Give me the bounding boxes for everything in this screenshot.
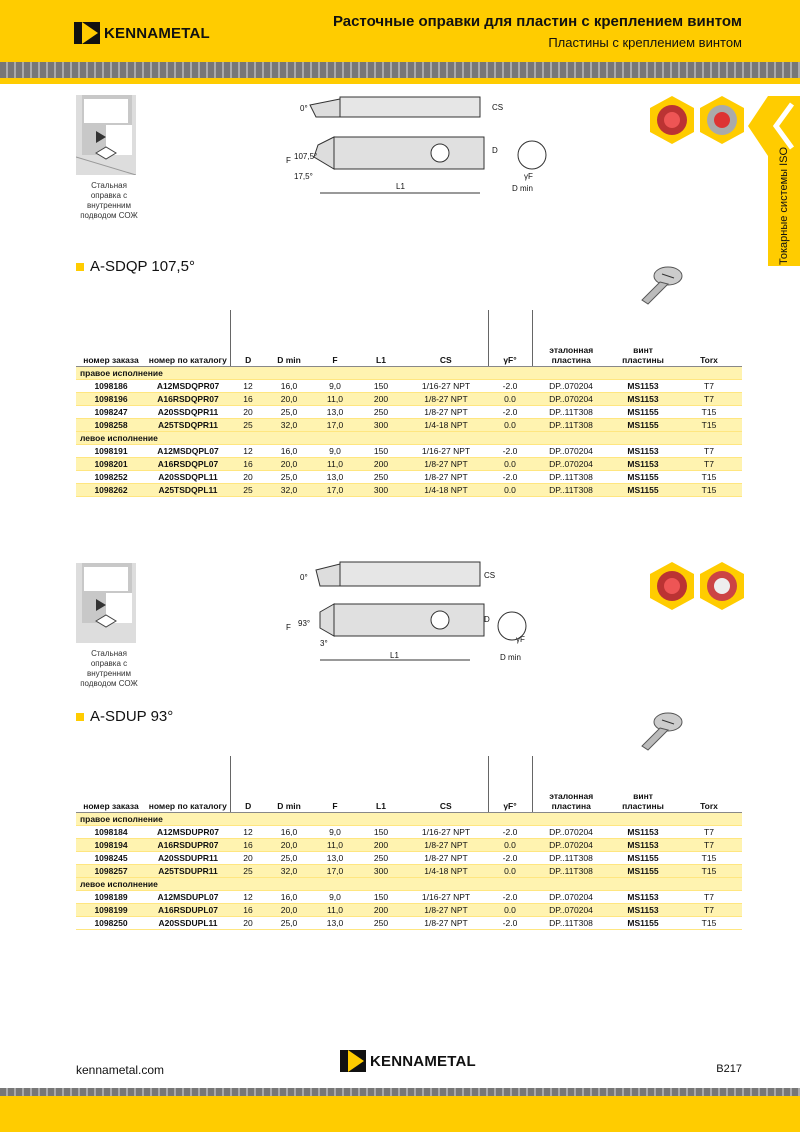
table-cell: 300 bbox=[358, 483, 404, 496]
drawing2-gf: γF bbox=[516, 635, 525, 644]
table-cell: 1/16-27 NPT bbox=[404, 825, 488, 838]
table-cell: 1098184 bbox=[76, 825, 146, 838]
table-cell: -2.0 bbox=[488, 916, 532, 929]
table-cell: 11,0 bbox=[312, 392, 358, 405]
table-cell: T15 bbox=[676, 851, 742, 864]
table-cell: T7 bbox=[676, 838, 742, 851]
table-cell: MS1155 bbox=[610, 405, 676, 418]
table-cell: 25 bbox=[230, 418, 266, 431]
table-cell: 17,0 bbox=[312, 864, 358, 877]
table-cell: A25TSDQPL11 bbox=[146, 483, 230, 496]
table-cell: MS1153 bbox=[610, 825, 676, 838]
section2-title: A-SDUP 93° bbox=[76, 708, 173, 725]
table-cell: 25 bbox=[230, 483, 266, 496]
table-cell: DP..11T308 bbox=[532, 405, 610, 418]
table-cell: 20,0 bbox=[266, 903, 312, 916]
table-cell: 0.0 bbox=[488, 864, 532, 877]
table-cell: 1098186 bbox=[76, 379, 146, 392]
table-row bbox=[76, 418, 742, 431]
header-stripe-yellow bbox=[0, 78, 800, 84]
column-header: D min bbox=[266, 756, 312, 812]
kennametal-logo-icon bbox=[74, 22, 100, 44]
table-cell: T15 bbox=[676, 483, 742, 496]
table-cell: MS1155 bbox=[610, 851, 676, 864]
table-cell: 16 bbox=[230, 838, 266, 851]
table-cell: 250 bbox=[358, 851, 404, 864]
application-icons-2 bbox=[650, 562, 746, 610]
table-cell: -2.0 bbox=[488, 825, 532, 838]
table-cell: DP..070204 bbox=[532, 444, 610, 457]
table-cell: 1098189 bbox=[76, 890, 146, 903]
table-cell: T7 bbox=[676, 379, 742, 392]
table-cell: DP..070204 bbox=[532, 379, 610, 392]
column-header: F bbox=[312, 756, 358, 812]
table-cell: 1/8-27 NPT bbox=[404, 405, 488, 418]
table-cell: A25TSDQPR11 bbox=[146, 418, 230, 431]
table-cell: DP..070204 bbox=[532, 825, 610, 838]
section1-caption: Стальная оправка с внутренним подводом СОЖ bbox=[80, 181, 138, 220]
table-cell: MS1153 bbox=[610, 890, 676, 903]
table-cell: 150 bbox=[358, 444, 404, 457]
section1-table bbox=[76, 310, 742, 497]
table-cell: MS1155 bbox=[610, 483, 676, 496]
table-cell: 1/16-27 NPT bbox=[404, 890, 488, 903]
table-cell: 0.0 bbox=[488, 392, 532, 405]
column-header: L1 bbox=[358, 310, 404, 366]
table-cell: 1098262 bbox=[76, 483, 146, 496]
table-cell: T7 bbox=[676, 903, 742, 916]
column-header: номер по каталогу bbox=[146, 756, 230, 812]
table-cell: A12MSDUPR07 bbox=[146, 825, 230, 838]
table-cell: 1098247 bbox=[76, 405, 146, 418]
column-header: L1 bbox=[358, 756, 404, 812]
column-header: F bbox=[312, 310, 358, 366]
table-cell: 20 bbox=[230, 470, 266, 483]
table-row bbox=[76, 483, 742, 496]
table-cell: T7 bbox=[676, 444, 742, 457]
brand-name: KENNAMETAL bbox=[104, 24, 210, 42]
table-cell: 300 bbox=[358, 864, 404, 877]
table-cell: 1098258 bbox=[76, 418, 146, 431]
column-header: D min bbox=[266, 310, 312, 366]
table-cell: A16RSDQPR07 bbox=[146, 392, 230, 405]
table-cell: MS1155 bbox=[610, 418, 676, 431]
table-cell: T7 bbox=[676, 825, 742, 838]
section1-title: A-SDQP 107,5° bbox=[76, 258, 195, 275]
table-cell: 300 bbox=[358, 418, 404, 431]
table-cell: 20 bbox=[230, 405, 266, 418]
table-cell: 13,0 bbox=[312, 470, 358, 483]
table-cell: MS1153 bbox=[610, 444, 676, 457]
drawing2-l1: L1 bbox=[390, 651, 399, 660]
table-cell: 16,0 bbox=[266, 825, 312, 838]
table-cell: T7 bbox=[676, 392, 742, 405]
footer-brand: KENNAMETAL bbox=[370, 1052, 476, 1070]
table-cell: 25,0 bbox=[266, 851, 312, 864]
table-cell: MS1155 bbox=[610, 470, 676, 483]
table-cell: DP..11T308 bbox=[532, 864, 610, 877]
table-cell: 1098196 bbox=[76, 392, 146, 405]
table-cell: 150 bbox=[358, 379, 404, 392]
column-header: CS bbox=[404, 756, 488, 812]
drawing1-angle0: 0° bbox=[300, 104, 308, 113]
column-header: винт пластины bbox=[610, 756, 676, 812]
table-cell: A16RSDUPR07 bbox=[146, 838, 230, 851]
table-cell: 1/8-27 NPT bbox=[404, 457, 488, 470]
table-cell: 25,0 bbox=[266, 470, 312, 483]
table-cell: 13,0 bbox=[312, 405, 358, 418]
drawing1-d: D bbox=[492, 146, 498, 155]
table-cell: 11,0 bbox=[312, 457, 358, 470]
column-header: эталонная пластина bbox=[532, 756, 610, 812]
tool-drawing-2 bbox=[280, 560, 550, 670]
table-cell: 1098252 bbox=[76, 470, 146, 483]
table-row bbox=[76, 470, 742, 483]
drawing2-d: D bbox=[484, 615, 490, 624]
table-cell: 13,0 bbox=[312, 851, 358, 864]
table-cell: 16,0 bbox=[266, 379, 312, 392]
footer-band bbox=[0, 1096, 800, 1132]
table-cell: A12MSDQPL07 bbox=[146, 444, 230, 457]
table-cell: MS1153 bbox=[610, 392, 676, 405]
drawing1-l1: L1 bbox=[396, 182, 405, 191]
table-cell: 1098257 bbox=[76, 864, 146, 877]
table-cell: 9,0 bbox=[312, 825, 358, 838]
table-row bbox=[76, 379, 742, 392]
column-header: номер заказа bbox=[76, 756, 146, 812]
table-cell: -2.0 bbox=[488, 379, 532, 392]
table-cell: 0.0 bbox=[488, 457, 532, 470]
table-cell: 12 bbox=[230, 444, 266, 457]
table-cell: DP..070204 bbox=[532, 838, 610, 851]
table-cell: A20SSDQPR11 bbox=[146, 405, 230, 418]
table-cell: MS1153 bbox=[610, 457, 676, 470]
column-header: γF° bbox=[488, 310, 532, 366]
table-cell: 20 bbox=[230, 916, 266, 929]
table-cell: A12MSDQPR07 bbox=[146, 379, 230, 392]
bore-illustration-2 bbox=[76, 563, 136, 643]
page-subtitle: Пластины с креплением винтом bbox=[548, 35, 742, 50]
table-cell: 250 bbox=[358, 916, 404, 929]
brand-logo[interactable] bbox=[74, 22, 210, 44]
column-header: Torx bbox=[676, 756, 742, 812]
table-cell: 16 bbox=[230, 457, 266, 470]
table-row bbox=[76, 890, 742, 903]
table-cell: DP..11T308 bbox=[532, 418, 610, 431]
section2-bullet-icon bbox=[76, 713, 84, 721]
table-cell: MS1153 bbox=[610, 903, 676, 916]
table-row bbox=[76, 825, 742, 838]
table-row bbox=[76, 903, 742, 916]
table-cell: 16 bbox=[230, 903, 266, 916]
drawing2-angle0: 0° bbox=[300, 573, 308, 582]
table-cell: 150 bbox=[358, 825, 404, 838]
table-cell: T15 bbox=[676, 405, 742, 418]
table-cell: 25,0 bbox=[266, 916, 312, 929]
column-header: эталонная пластина bbox=[532, 310, 610, 366]
table-cell: 1098191 bbox=[76, 444, 146, 457]
table-cell: A25TSDUPR11 bbox=[146, 864, 230, 877]
table-cell: 20,0 bbox=[266, 838, 312, 851]
table-cell: 250 bbox=[358, 470, 404, 483]
table-cell: -2.0 bbox=[488, 470, 532, 483]
table-cell: 1/16-27 NPT bbox=[404, 444, 488, 457]
table-cell: 16 bbox=[230, 392, 266, 405]
footer-stripe bbox=[0, 1088, 800, 1096]
screw-icon-1 bbox=[638, 264, 684, 306]
table-cell: A20SSDUPR11 bbox=[146, 851, 230, 864]
table-row bbox=[76, 851, 742, 864]
table-cell: 11,0 bbox=[312, 838, 358, 851]
table-cell: 1098250 bbox=[76, 916, 146, 929]
drawing1-angle1: 107,5° bbox=[294, 152, 318, 161]
table-row bbox=[76, 444, 742, 457]
table-cell: 200 bbox=[358, 838, 404, 851]
table-cell: 9,0 bbox=[312, 444, 358, 457]
table-cell: 20,0 bbox=[266, 457, 312, 470]
table-cell: -2.0 bbox=[488, 405, 532, 418]
page-title: Расточные оправки для пластин с креплением винтом bbox=[332, 13, 742, 30]
table-cell: A20SSDQPL11 bbox=[146, 470, 230, 483]
table-cell: 1/8-27 NPT bbox=[404, 903, 488, 916]
table-cell: DP..070204 bbox=[532, 903, 610, 916]
footer-url[interactable]: kennametal.com bbox=[76, 1063, 165, 1077]
table-cell: 12 bbox=[230, 890, 266, 903]
table-cell: 1098199 bbox=[76, 903, 146, 916]
table-cell: MS1153 bbox=[610, 379, 676, 392]
table-cell: 250 bbox=[358, 405, 404, 418]
table-cell: 9,0 bbox=[312, 890, 358, 903]
table-cell: 1/4-18 NPT bbox=[404, 483, 488, 496]
table-cell: MS1155 bbox=[610, 916, 676, 929]
tool-drawing-1 bbox=[280, 95, 550, 205]
column-header: CS bbox=[404, 310, 488, 366]
table-cell: 11,0 bbox=[312, 903, 358, 916]
table-row bbox=[76, 405, 742, 418]
column-header: номер заказа bbox=[76, 310, 146, 366]
table-cell: -2.0 bbox=[488, 890, 532, 903]
header-stripe bbox=[0, 62, 800, 78]
column-header: D bbox=[230, 310, 266, 366]
table-row bbox=[76, 457, 742, 470]
column-header: винт пластины bbox=[610, 310, 676, 366]
table-cell: 200 bbox=[358, 903, 404, 916]
table-cell: 13,0 bbox=[312, 916, 358, 929]
page-number: B217 bbox=[716, 1063, 742, 1075]
table-cell: T7 bbox=[676, 457, 742, 470]
table-cell: 1/8-27 NPT bbox=[404, 838, 488, 851]
table-cell: 1/4-18 NPT bbox=[404, 864, 488, 877]
table-cell: 1/8-27 NPT bbox=[404, 851, 488, 864]
group-label: правое исполнение bbox=[76, 366, 742, 379]
table-row bbox=[76, 838, 742, 851]
side-tab-label: Токарные системы ISO bbox=[778, 146, 790, 265]
table-cell: DP..11T308 bbox=[532, 851, 610, 864]
table-cell: T15 bbox=[676, 418, 742, 431]
table-cell: -2.0 bbox=[488, 444, 532, 457]
column-header: γF° bbox=[488, 756, 532, 812]
table-cell: A16RSDUPL07 bbox=[146, 903, 230, 916]
table-cell: 1098201 bbox=[76, 457, 146, 470]
table-cell: 1098194 bbox=[76, 838, 146, 851]
table-row bbox=[76, 916, 742, 929]
side-tab-arrow-icon bbox=[748, 96, 800, 266]
group-label: левое исполнение bbox=[76, 431, 742, 444]
table-cell: A16RSDQPL07 bbox=[146, 457, 230, 470]
table-cell: 20,0 bbox=[266, 392, 312, 405]
table-cell: 200 bbox=[358, 457, 404, 470]
table-cell: 1/8-27 NPT bbox=[404, 470, 488, 483]
drawing1-gf: γF bbox=[524, 172, 533, 181]
table-cell: MS1153 bbox=[610, 838, 676, 851]
column-header: D bbox=[230, 756, 266, 812]
table-cell: DP..11T308 bbox=[532, 483, 610, 496]
table-cell: 0.0 bbox=[488, 838, 532, 851]
table-cell: 32,0 bbox=[266, 864, 312, 877]
table-cell: DP..11T308 bbox=[532, 916, 610, 929]
table-cell: 16,0 bbox=[266, 444, 312, 457]
table-cell: -2.0 bbox=[488, 851, 532, 864]
table-cell: DP..11T308 bbox=[532, 470, 610, 483]
drawing2-f: F bbox=[286, 623, 291, 632]
kennametal-footer-logo-icon bbox=[340, 1050, 366, 1072]
table-cell: 0.0 bbox=[488, 418, 532, 431]
application-icons-1 bbox=[650, 96, 746, 144]
table-cell: A20SSDUPL11 bbox=[146, 916, 230, 929]
table-cell: 20 bbox=[230, 851, 266, 864]
table-cell: 25,0 bbox=[266, 405, 312, 418]
table-cell: T15 bbox=[676, 916, 742, 929]
table-cell: 12 bbox=[230, 825, 266, 838]
drawing2-dmin: D min bbox=[500, 653, 521, 662]
table-cell: DP..070204 bbox=[532, 457, 610, 470]
drawing1-angle2: 17,5° bbox=[294, 172, 313, 181]
table-cell: DP..070204 bbox=[532, 890, 610, 903]
drawing1-f: F bbox=[286, 156, 291, 165]
table-cell: 32,0 bbox=[266, 483, 312, 496]
drawing1-cs: CS bbox=[492, 103, 504, 112]
table-cell: T15 bbox=[676, 470, 742, 483]
table-cell: 25 bbox=[230, 864, 266, 877]
screw-icon-2 bbox=[638, 710, 684, 752]
section1-bullet-icon bbox=[76, 263, 84, 271]
group-label: правое исполнение bbox=[76, 812, 742, 825]
table-cell: 1/4-18 NPT bbox=[404, 418, 488, 431]
table-cell: 9,0 bbox=[312, 379, 358, 392]
table-row bbox=[76, 864, 742, 877]
table-cell: 1098245 bbox=[76, 851, 146, 864]
table-cell: 1/8-27 NPT bbox=[404, 916, 488, 929]
drawing2-angle2: 3° bbox=[320, 639, 328, 648]
table-cell: 0.0 bbox=[488, 483, 532, 496]
bore-illustration-1 bbox=[76, 95, 136, 175]
table-cell: 0.0 bbox=[488, 903, 532, 916]
table-cell: 16,0 bbox=[266, 890, 312, 903]
table-cell: 17,0 bbox=[312, 418, 358, 431]
section2-caption: Стальная оправка с внутренним подводом СОЖ bbox=[80, 649, 138, 688]
table-cell: MS1155 bbox=[610, 864, 676, 877]
table-cell: 150 bbox=[358, 890, 404, 903]
column-header: номер по каталогу bbox=[146, 310, 230, 366]
table-row bbox=[76, 392, 742, 405]
table-cell: 32,0 bbox=[266, 418, 312, 431]
footer-logo bbox=[340, 1050, 476, 1072]
table-cell: 200 bbox=[358, 392, 404, 405]
drawing2-angle1: 93° bbox=[298, 619, 311, 628]
group-label: левое исполнение bbox=[76, 877, 742, 890]
table-cell: 12 bbox=[230, 379, 266, 392]
table-cell: 1/8-27 NPT bbox=[404, 392, 488, 405]
table-cell: T7 bbox=[676, 890, 742, 903]
column-header: Torx bbox=[676, 310, 742, 366]
drawing2-cs: CS bbox=[484, 571, 496, 580]
section2-table bbox=[76, 756, 742, 930]
drawing1-dmin: D min bbox=[512, 184, 533, 193]
table-cell: 17,0 bbox=[312, 483, 358, 496]
table-cell: 1/16-27 NPT bbox=[404, 379, 488, 392]
table-cell: A12MSDUPL07 bbox=[146, 890, 230, 903]
table-cell: T15 bbox=[676, 864, 742, 877]
table-cell: DP..070204 bbox=[532, 392, 610, 405]
